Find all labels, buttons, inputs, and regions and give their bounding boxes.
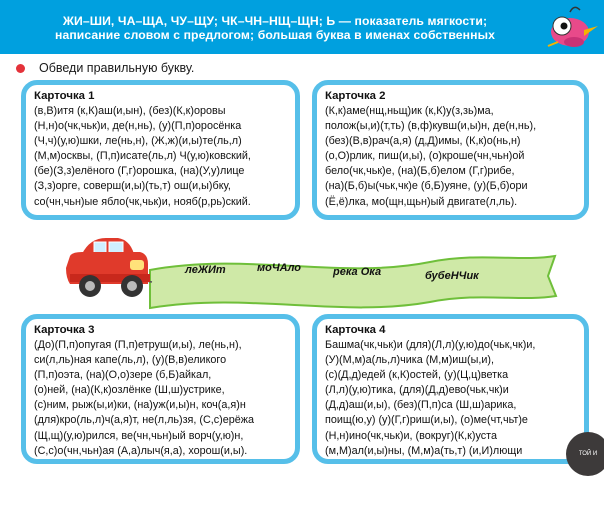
card-line: со(чн,чьн)ые ябло(чк,чьк)и, нояб(р,рь)ский. [34,195,251,208]
red-car-icon [66,238,150,297]
badge-text: ТОЙ И УЧИТЕЛИ [573,451,603,501]
watermark-badge [566,432,604,501]
card-4 [312,314,589,464]
card-line: (с)ним, рыж(ы,и)ки, (на)уж(и,ы)н, коч(а,я)н [34,399,246,412]
ribbon-word: бубеНЧик [425,270,479,282]
card-title: Карточка 1 [34,90,95,102]
card-line: (для)кро(ль,л)ч(а,я)т, не(л,ль)зя, (С,с)ерёжа [34,414,255,427]
card-line: (М,м)осквы, (П,п)исате(ль,л) Ч(у,ю)ковский, [34,150,251,163]
task-text: Обведи правильную букву. [39,61,195,75]
header-line-2: написание словом с предлогом; большая буква в именах собственных [54,28,495,42]
card-line: Башма(чк,чьк)и (для)(Л,л)(у,ю)до(чьк,чк)и, [325,339,536,351]
card-line: (С,с)о(чн,чьн)ая (А,а)лыч(я,а), хорош(и,ы). [34,444,248,457]
card-line: (З,з)орге, соверш(и,ы)(ть,т) ош(и,ы)бку, [34,180,231,193]
car-and-ribbon-graphic [0,218,604,314]
card-line: (Щ,щ)(у,ю)рился, ве(чн,чьн)ый ворч(у,ю)н, [34,429,244,442]
card-line: (К,к)аме(нщ,ньщ)ик (к,К)у(з,зь)ма, [325,105,494,117]
bird-icon [540,2,602,54]
card-title: Карточка 3 [34,324,95,336]
card-line: (м,М)ал(и,ы)ны, (М,м)а(ть,т) (и,И)лющи [325,444,523,457]
card-line: полож(ы,и)(т,ть) (в,ф)кувш(и,ы)н, де(н,нь), [325,120,537,133]
bullet-icon [16,64,25,73]
card-line: поищ(ю,у) (у)(Г,г)риш(и,ы), (о)ме(чт,чьт)е [325,414,528,427]
task-instruction [16,60,194,76]
ribbon-word: моЧАло [257,262,302,274]
card-title: Карточка 2 [325,90,386,102]
card-line: (Н,н)о(чк,чьк)и, де(н,нь), (у)(П,п)оросёнка [34,120,242,133]
card-line: (с)(Д,д)едей (к,К)остей, (у)(Ц,ц)ветка [325,369,509,382]
card-line: (П,п)оэта, (на)(О,о)зере (б,Б)айкал, [34,369,212,382]
card-line: (Ч,ч)(у,ю)шки, ле(нь,н), (Ж,ж)(и,ы)те(ль,л) [34,135,242,148]
card-line: (У)(М,м)а(ль,л)чика (М,м)иш(ы,и), [325,354,494,367]
card-line: (о)ней, (на)(К,к)озлёнке (Ш,ш)устрике, [34,384,225,397]
card-line: си(л,ль)ная капе(ль,л), (у)(В,в)еликого [34,354,227,367]
header-banner [0,0,604,54]
card-2 [312,80,589,220]
ribbon-word: леЖИт [185,264,226,276]
card-line: (Н,н)ино(чк,чьк)и, (вокруг)(К,к)уста [325,429,497,442]
card-line: (о,О)рлик, пиш(и,ы), (о)кроше(чн,чьн)ой [325,150,525,163]
card-line: (Л,л)(у,ю)тика, (для)(Д,д)ево(чьк,чк)и [325,384,509,397]
vocabulary-ribbon [0,218,604,314]
card-line: (бе)(З,з)елёного (Г,г)орошка, (на)(У,у)лице [34,165,245,178]
card-1 [21,80,300,220]
ribbon-word: река Ока [333,266,382,278]
card-line: (без)(В,в)рач(а,я) (д,Д)имы, (К,к)о(нь,н) [325,135,521,148]
card-line: (До)(П,п)опугая (П,п)етруш(и,ы), ле(нь,н), [34,339,242,351]
header-line-1: ЖИ–ШИ, ЧА–ЩА, ЧУ–ЩУ; ЧК–ЧН–НЩ–ЩН; Ь — показатель мягкости; [62,14,488,28]
card-line: (в,В)итя (к,К)аш(и,ын), (без)(К,к)оровы [34,105,226,117]
card-line: (на)(Б,б)ы(чьк,чк)е (б,Б)уяне, (у)(Б,б)ори [325,180,528,193]
card-title: Карточка 4 [325,324,386,336]
card-line: (Д,д)аш(и,ы), (без)(П,п)са (Ш,ш)арика, [325,399,517,412]
header-title [30,14,520,42]
card-3 [21,314,300,464]
card-line: бело(чк,чьк)е, (на)(Б,б)елом (Г,г)рибе, [325,165,515,178]
card-line: (Ё,ё)лка, мо(щн,щьн)ый двигате(л,ль). [325,195,518,208]
